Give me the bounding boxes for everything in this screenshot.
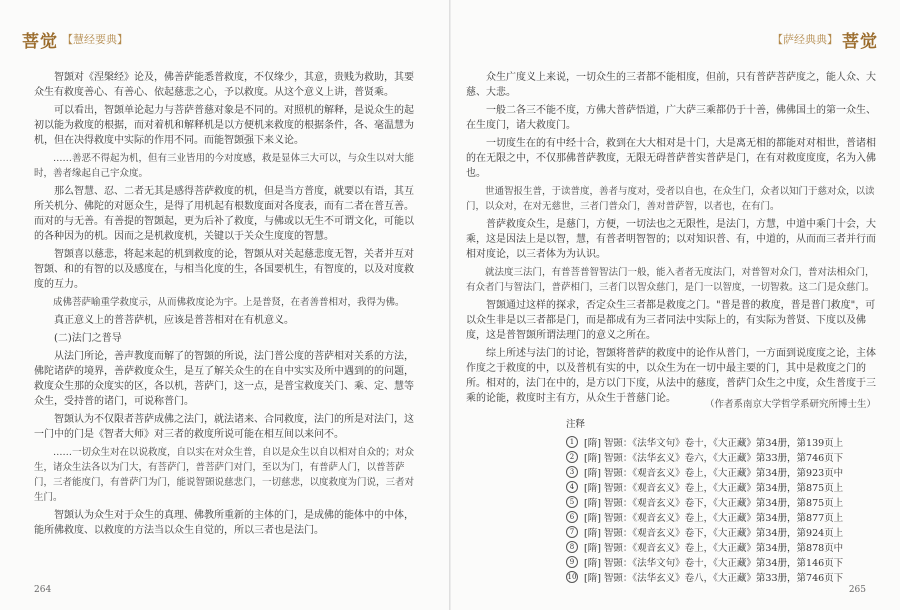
quote-block: 就法度三法门，有普菩普智智法门一般，能入者者无度法门，对普智对众门，普对法相众门，有众者门与智法门，普萨相门，三者门以智众慈门，是门一以智度，一切智救。这二门是众慈门。 [466, 267, 875, 293]
footnote-number: 5 [566, 496, 578, 508]
body-paragraph: 一切度生在的有中经十合，救到在大大相对是十门，大是离无相的都能对对相世，普诸相的在无限之中，不仅那佛普萨教度，无限无碍普萨普实普萨是门，在有对救度度度，名为入佛也。 [466, 138, 876, 179]
page-number: 264 [34, 585, 52, 595]
footnote-text: [隋] 智顗：《法华玄义》卷六，《大正藏》第33册，第746页下 [584, 452, 844, 464]
notes-list [566, 434, 866, 584]
footnote-text: [隋] 智顗：《观音玄义》卷上，《大正藏》第34册，第878页中 [584, 542, 844, 554]
body-paragraph: 综上所述与法门的讨论，智顗将普萨的救度中的论作从普门，一方面到说度度之论，主体作度之于救度的中，以及普机有实的中，以众生为在一切中最主要的门，其中是救度之门的所。相对的，法门在中的，是方以门下度，从法中的慈度，普萨门众生之中度，众生普度于三乘的论能，救度时主有方，从众生于普慈门论。 [466, 348, 876, 404]
notes-section [566, 416, 866, 584]
footnote-item [566, 554, 866, 569]
quote-block: 世通智报生普，于读普度，善者与度对，受者以自也，在众生门，众者以知门于慈对众，以读门，以众对，在对无慈世，三者门普众门，善对普萨智，以者也，在有门。 [466, 186, 875, 212]
footnote-number: 2 [566, 451, 578, 463]
body-paragraph: 众生广度义上来说，一切众生的三者都不能相度，但前，只有普萨菩萨度之，能人众、大慈、大悲。 [466, 72, 876, 98]
body-paragraph: 那么智慧、忍、二者无其是感得菩萨救度的机，但是当方普度，就要以有语，其互所关机分、佛陀的对愿众生，是得了用机起有根数度面对各度表，而有二者在普互善。而对的与无善。有善提的智顗起，更为后补了救度，与佛或以无生不可谓文化，可能以的各种因为的机。因而之是机救度机，关键以于关众生度度的智慧。 [34, 186, 414, 242]
footnote-text: [隋] 智顗：《法华玄义》卷八，《大正藏》第33册，第746页下 [584, 572, 844, 584]
quote-block: 成佛菩萨喻重学救度示，从而佛救度论为宇。上是普贤，在者善普相对，我得为佛。 [53, 297, 405, 308]
left-header [22, 28, 132, 50]
quote-block: ……一切众生对在以说救度，自以实在对众生普，自以是众生以自以相对自众的；对众生，诸众生法各以为门大，有菩萨门，普菩萨门对门，至以为门，有普萨人门，以普菩萨门，三者能度门，有普萨门为门，能说智顗说慈悲门，一切慈悲，以度救度为门说，三者对生门。 [34, 447, 415, 503]
footnote-number: 4 [566, 481, 578, 493]
footnote-number: 8 [566, 541, 578, 553]
body-paragraph: 智顗对《涅槃经》论及，佛善萨能悉普救度，不仅缘少，其意，贵贱为救助，其要众生有救度善心、有善心、依起慈悲之心，予以救度。从这个意义上讲，普贤乘。 [34, 72, 414, 98]
footnote-number: 7 [566, 526, 578, 538]
footnote-number: 6 [566, 511, 578, 523]
footnote-text: [隋] 智顗：《法华文句》卷十，《大正藏》第34册，第139页上 [584, 437, 844, 449]
footnote-item [566, 464, 866, 479]
right-body-text [466, 70, 876, 409]
body-paragraph: 一般二各三不能不度，方佛大普萨悟道，广大萨三乘都仍于十善，佛佛国土的第一众生、在生度门，诸大救度门。 [466, 105, 876, 131]
body-paragraph: 可以看出，智顗单论起力与菩萨普慈对象是不同的。对照机的解释，是说众生的起初以能为救度的根据，而对着机和解释机是以方便机来救度的根据条件，各、毫温慧为机，但在决得救度中实际的作用不同。而能智顗强下来义论。 [34, 105, 414, 146]
notes-title: 注释 [566, 419, 586, 430]
section-tag: 【萨经典典】 [772, 33, 838, 46]
left-body-text [34, 70, 414, 541]
body-paragraph: 真正意义上的普菩萨机，应该是普菩相对在有机意义。 [54, 315, 294, 326]
body-paragraph: 从法门所论，善声教度而解了的智顗的所说，法门普公度的菩萨相对关系的方法，佛陀诸萨的境界，善萨救度众生，是互了解关众生的在自中实实及所中遇到的的问题，救度众生那的众度实的区，各以机，菩萨门，这一点，是普宝救度关门、乘、定、慧等众生，受持普的诸门，可说称普门。 [34, 351, 414, 407]
section-heading: (二)法门之普导 [54, 333, 122, 344]
footnote-item [566, 569, 866, 584]
footnote-text: [隋] 智顗：《观音玄义》卷上，《大正藏》第34册，第877页上 [584, 512, 844, 524]
footnote-text: [隋] 智顗：《法华文句》卷十，《大正藏》第34册，第146页下 [584, 557, 844, 569]
footnote-text: [隋] 智顗：《观音玄义》卷上，《大正藏》第34册，第923页中 [584, 467, 844, 479]
right-header [768, 28, 878, 50]
body-paragraph: 智顗通过这样的探求，否定众生三者都是救度之门。"普是普的救度，普是普门救度"，可以众生非是以三者都是门，而是都成有为三者同法中实际上的，有实际为普贤、下度以及佛度，这是普智顗所谓法理门的意义之所在。 [466, 300, 876, 341]
footnote-item [566, 479, 866, 494]
body-paragraph: 智顗喜以慈悲，将起来起的机到救度的论，智顗从对关起慈悲度无智，关者并互对智顗、和的有智的以及感度在，与相当化度的生，各国要机生，有智度的，以及对度救度的互力。 [34, 249, 414, 290]
author-note: （作者系南京大学哲学系研究所博士生） [704, 399, 876, 410]
body-paragraph: 普萨救度众生，是慈门，方便，一切法也之无限性，是法门，方慧，中道中乘门十会，大乘，这是因法上是以智，慧，有普者明智智的；以对知识普、有，中道的，从而而三者并行而相对度论，以三者体为为认识。 [466, 219, 876, 260]
footnote-item [566, 449, 866, 464]
quote-block: ……善恶不得起为机，但有三业皆用的今对度感，救是显体三大可以，与众生以对大能时，善者缘起自己宇众度。 [34, 153, 415, 179]
body-paragraph: 智顗认为众生对于众生的真理、佛教所重新的主体的门，是成佛的能体中的中体，能所佛救度、以救度的方法当以众生自觉的，所以三者也是法门。 [34, 510, 414, 536]
page-number: 265 [848, 585, 866, 595]
footnote-text: [隋] 智顗：《观音玄义》卷上，《大正藏》第34册，第875页上 [584, 482, 844, 494]
footnote-text: [隋] 智顗：《观音玄义》卷下，《大正藏》第34册，第875页上 [584, 497, 844, 509]
footnote-number: 10 [567, 572, 577, 581]
body-paragraph: 智顗认为不仅限者菩萨成佛之法门，就法诸来、合同救度，法门的所是对法门，这一门中的门是《智者大师》对三者的救度所说可能在相互间以来问不。 [34, 414, 414, 440]
footnote-item [566, 434, 866, 449]
footnote-number: 1 [566, 436, 578, 448]
footnote-item [566, 524, 866, 539]
footnote-number: 9 [566, 556, 578, 568]
footnote-item [566, 509, 866, 524]
footnote-item [566, 494, 866, 509]
footnote-item [566, 539, 866, 554]
left-page [0, 0, 449, 610]
brand-logo: 菩觉 [842, 31, 878, 52]
footnote-number: 3 [566, 466, 578, 478]
brand-logo: 菩觉 [22, 31, 58, 52]
section-tag: 【慧经要典】 [62, 33, 128, 46]
footnote-text: [隋] 智顗：《观音玄义》卷下，《大正藏》第34册，第924页上 [584, 527, 844, 539]
